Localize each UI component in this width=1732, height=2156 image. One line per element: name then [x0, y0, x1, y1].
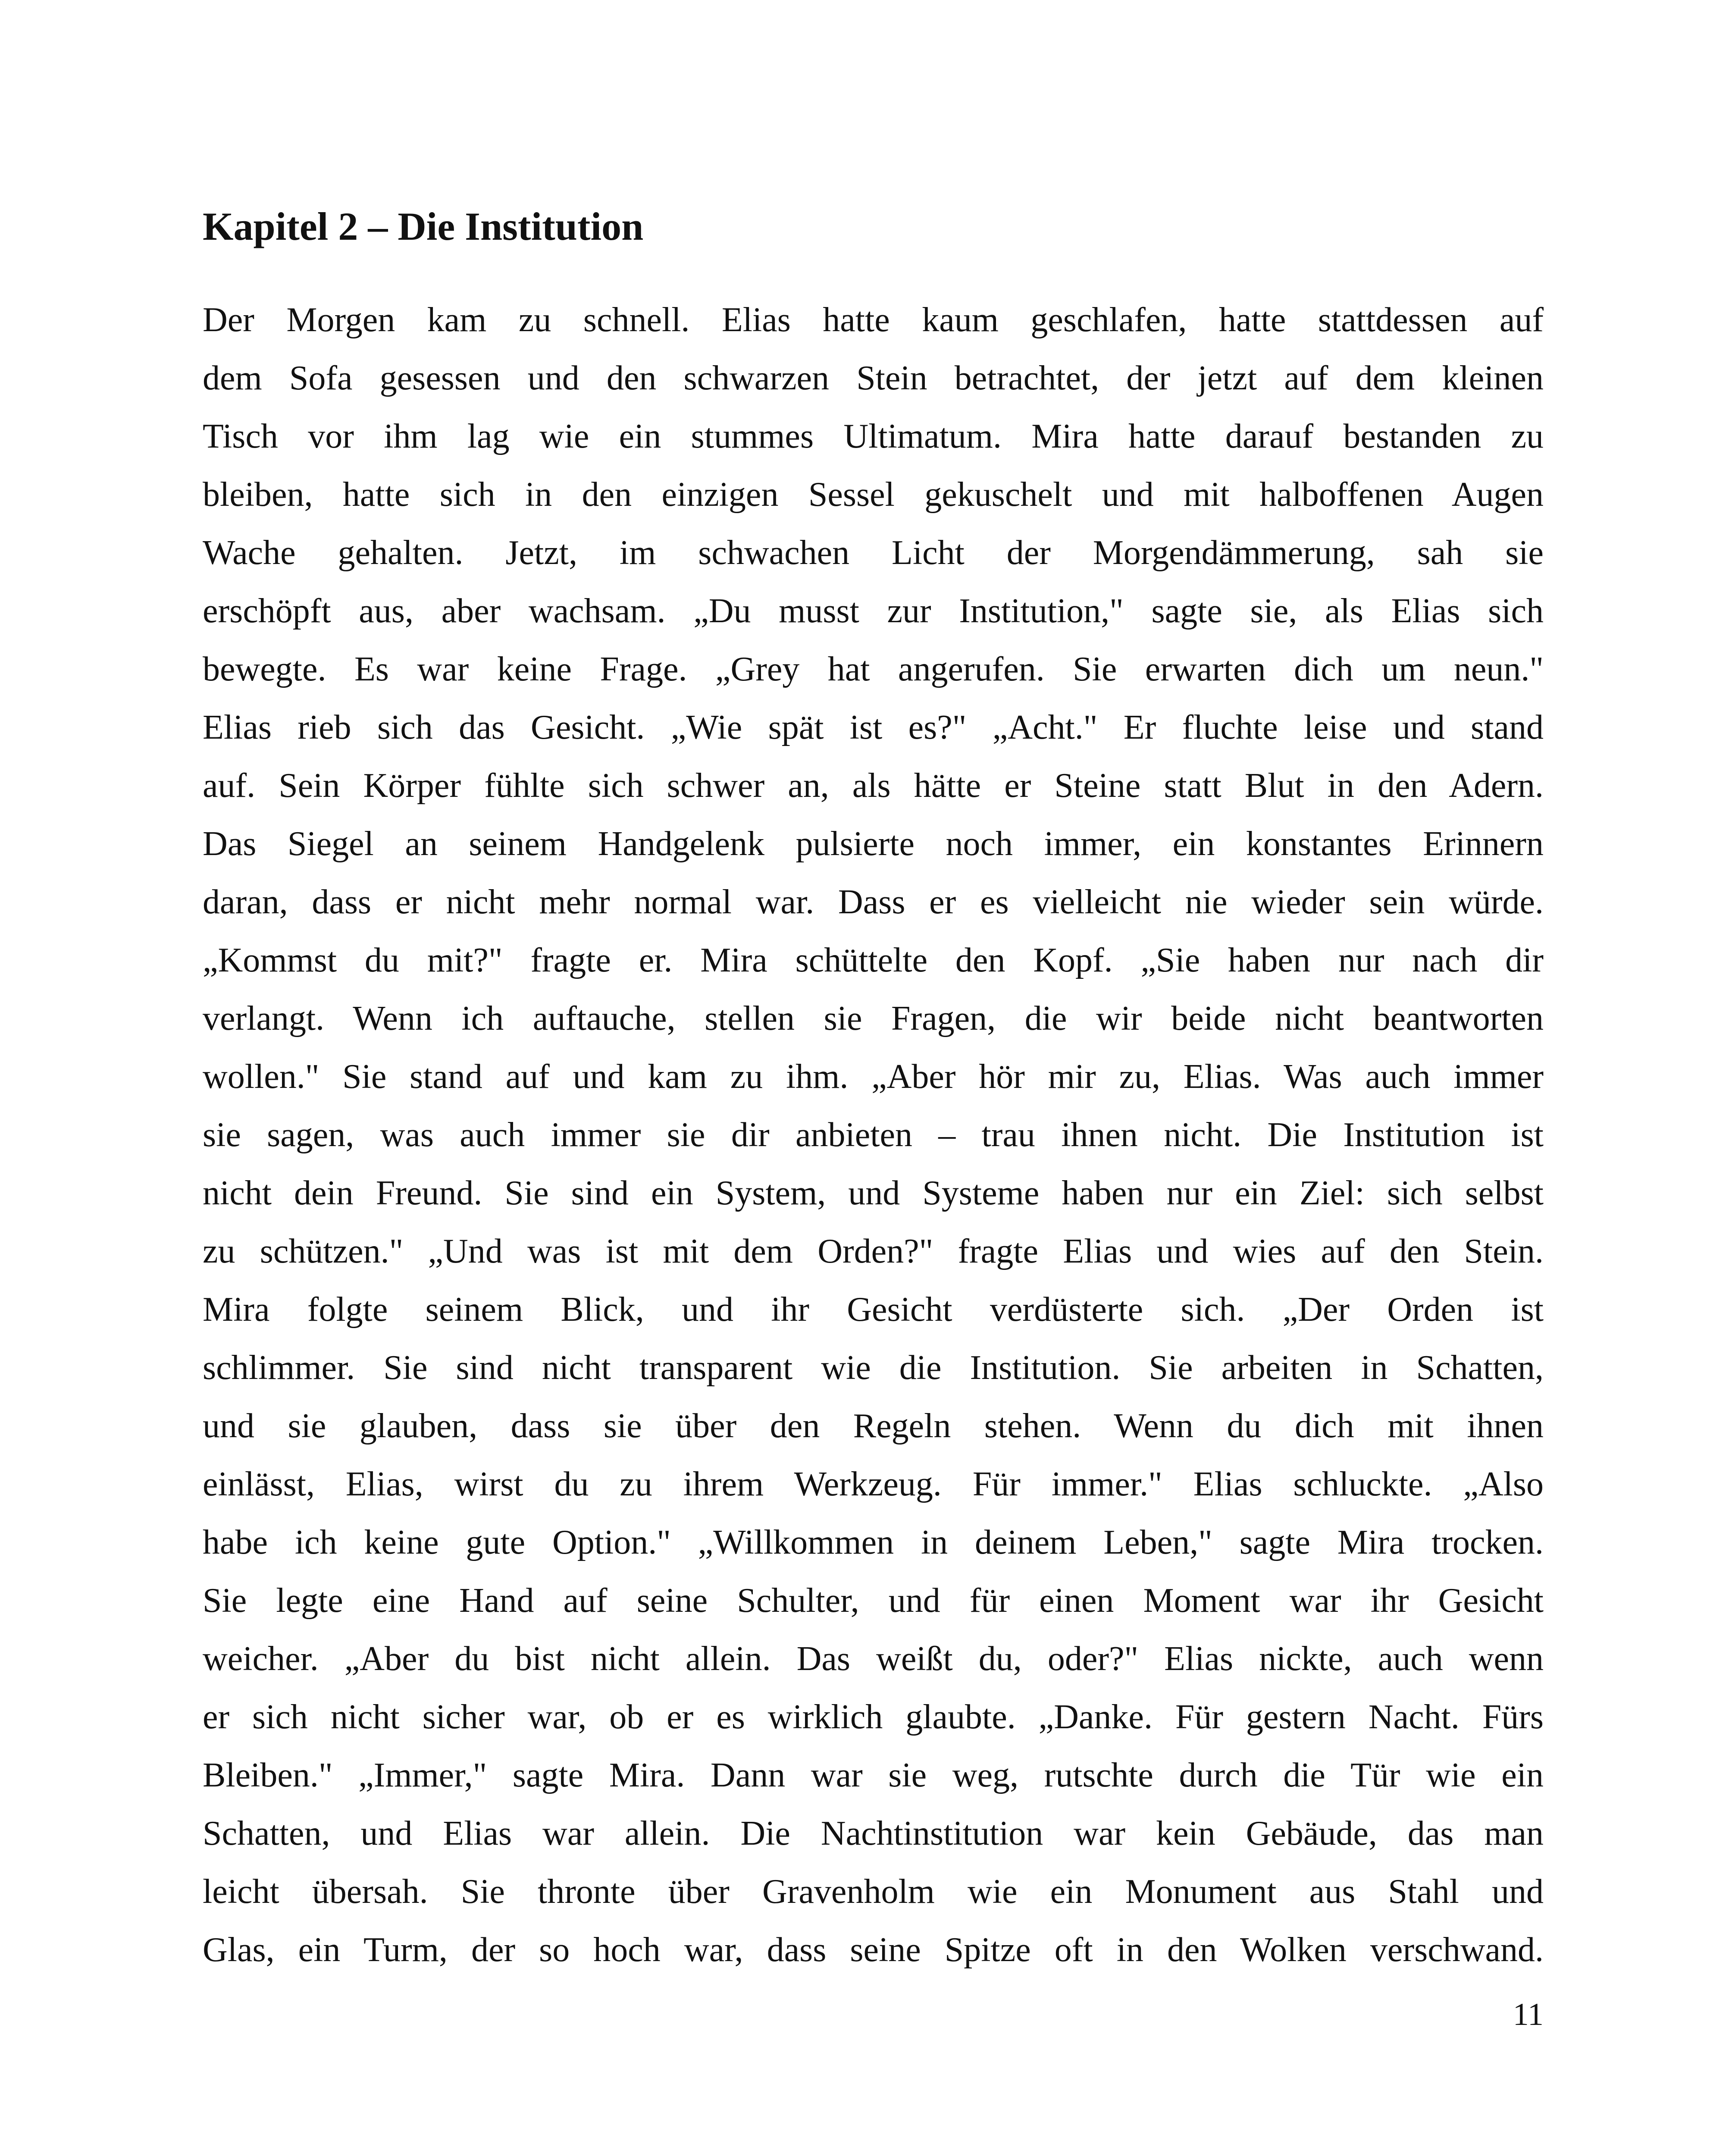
text-line: Schatten, und Elias war allein. Die Nachtinstitution war kein Gebäude, das man — [203, 1814, 1544, 1852]
text-line: Glas, ein Turm, der so hoch war, dass seine Spitze oft in den Wolken verschwand. — [203, 1931, 1544, 1969]
text-line: Der Morgen kam zu schnell. Elias hatte kaum geschlafen, hatte stattdessen auf — [203, 301, 1544, 339]
text-line: er sich nicht sicher war, ob er es wirklich glaubte. „Danke. Für gestern Nacht. Fürs — [203, 1698, 1544, 1736]
text-line: leicht übersah. Sie thronte über Gravenholm wie ein Monument aus Stahl und — [203, 1873, 1544, 1911]
text-line: und sie glauben, dass sie über den Regeln stehen. Wenn du dich mit ihnen — [203, 1407, 1544, 1445]
text-line: bleiben, hatte sich in den einzigen Sessel gekuschelt und mit halboffenen Augen — [203, 476, 1544, 514]
text-line: dem Sofa gesessen und den schwarzen Stein betrachtet, der jetzt auf dem kleinen — [203, 359, 1544, 397]
text-line: sie sagen, was auch immer sie dir anbieten – trau ihnen nicht. Die Institution ist — [203, 1116, 1544, 1154]
text-line: nicht dein Freund. Sie sind ein System, und Systeme haben nur ein Ziel: sich selbst — [203, 1174, 1544, 1212]
page-number: 11 — [1513, 1997, 1544, 2032]
text-line: weicher. „Aber du bist nicht allein. Das weißt du, oder?" Elias nickte, auch wenn — [203, 1640, 1544, 1678]
text-line: daran, dass er nicht mehr normal war. Dass er es vielleicht nie wieder sein würde. — [203, 883, 1544, 921]
text-line: wollen." Sie stand auf und kam zu ihm. „Aber hör mir zu, Elias. Was auch immer — [203, 1058, 1544, 1096]
text-line: auf. Sein Körper fühlte sich schwer an, als hätte er Steine statt Blut in den Adern. — [203, 767, 1544, 805]
text-line: Elias rieb sich das Gesicht. „Wie spät ist es?" „Acht." Er fluchte leise und stand — [203, 708, 1544, 746]
text-line: habe ich keine gute Option." „Willkommen in deinem Leben," sagte Mira trocken. — [203, 1523, 1544, 1561]
text-line: verlangt. Wenn ich auftauche, stellen sie Fragen, die wir beide nicht beantworten — [203, 1000, 1544, 1037]
text-line: bewegte. Es war keine Frage. „Grey hat angerufen. Sie erwarten dich um neun." — [203, 650, 1544, 688]
text-line: „Kommst du mit?" fragte er. Mira schüttelte den Kopf. „Sie haben nur nach dir — [203, 941, 1544, 979]
text-line: Das Siegel an seinem Handgelenk pulsierte noch immer, ein konstantes Erinnern — [203, 825, 1544, 863]
text-line: Tisch vor ihm lag wie ein stummes Ultimatum. Mira hatte darauf bestanden zu — [203, 417, 1544, 455]
text-line: Mira folgte seinem Blick, und ihr Gesicht verdüsterte sich. „Der Orden ist — [203, 1291, 1544, 1329]
text-line: schlimmer. Sie sind nicht transparent wie die Institution. Sie arbeiten in Schatten, — [203, 1349, 1544, 1387]
text-line: einlässt, Elias, wirst du zu ihrem Werkzeug. Für immer." Elias schluckte. „Also — [203, 1465, 1544, 1503]
text-line: Sie legte eine Hand auf seine Schulter, und für einen Moment war ihr Gesicht — [203, 1582, 1544, 1620]
text-line: zu schützen." „Und was ist mit dem Orden?" fragte Elias und wies auf den Stein. — [203, 1232, 1544, 1270]
chapter-title: Kapitel 2 – Die Institution — [203, 204, 644, 248]
text-line: Bleiben." „Immer," sagte Mira. Dann war sie weg, rutschte durch die Tür wie ein — [203, 1756, 1544, 1794]
text-line: Wache gehalten. Jetzt, im schwachen Licht der Morgendämmerung, sah sie — [203, 534, 1544, 572]
body-text — [203, 291, 1544, 1979]
text-line: erschöpft aus, aber wachsam. „Du musst zur Institution," sagte sie, als Elias sich — [203, 592, 1544, 630]
